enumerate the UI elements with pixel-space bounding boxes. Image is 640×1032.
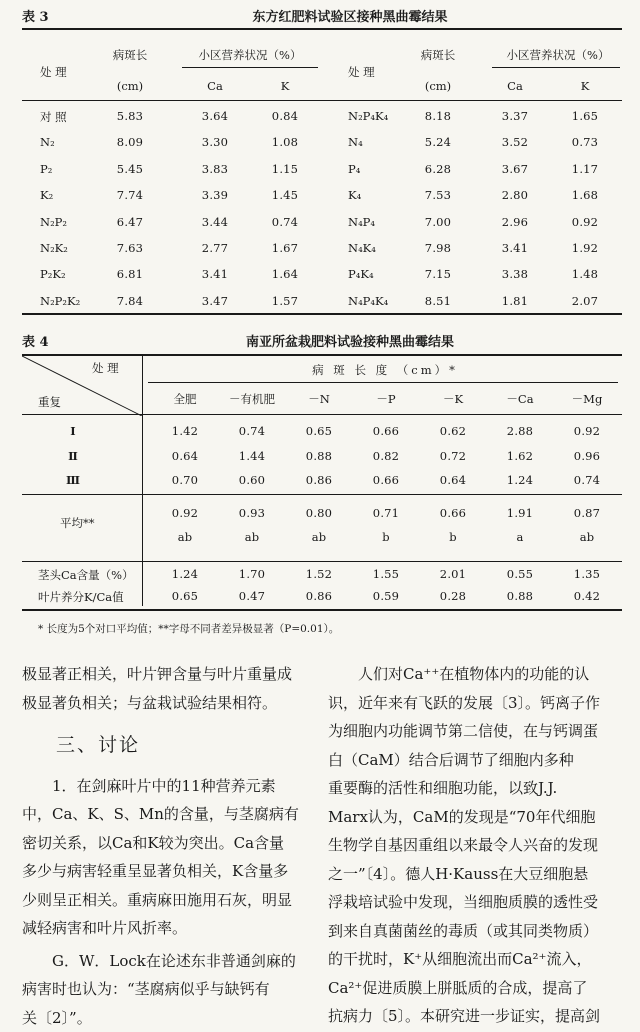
text-line: 到来自真菌菌丝的毒质（或其同类物质） xyxy=(328,917,628,946)
t3-right-ca: 3.67 xyxy=(490,162,540,176)
t4-rep-value: 0.66 xyxy=(353,424,419,438)
t3-treatment-header: 处 理 xyxy=(40,64,67,80)
t3-k-header: K xyxy=(260,79,310,93)
left-paragraph-1 xyxy=(22,660,322,717)
t4-mean-letter: ab xyxy=(286,530,352,544)
table-3-header-rule xyxy=(22,100,622,101)
t3-left-treatment: P₂K₂ xyxy=(40,267,66,281)
table-4-left-divider xyxy=(142,356,143,606)
t4-rep-value: 1.44 xyxy=(219,449,285,463)
section-heading: 三、讨论 xyxy=(56,731,322,760)
t3-left-ca: 3.44 xyxy=(190,215,240,229)
t4-group-header: 病 斑 长 度 （cm）* xyxy=(150,362,620,378)
t4-rep-value: 0.96 xyxy=(554,449,620,463)
t4-mean-letter: ab xyxy=(554,530,620,544)
t3-left-length: 5.45 xyxy=(100,162,160,176)
text-line: 多少与病害轻重呈显著负相关，K含量多 xyxy=(22,857,322,886)
t4-corner-bottom: 重复 xyxy=(38,394,61,410)
text-line: 人们对Ca⁺⁺在植物体内的功能的认 xyxy=(328,660,628,689)
t3-left-k: 0.74 xyxy=(260,215,310,229)
t4-kca-value: 0.59 xyxy=(353,589,419,603)
t3-right-ca: 3.37 xyxy=(490,109,540,123)
table-3-top-rule xyxy=(22,28,622,30)
t3-left-treatment: N₂P₂ xyxy=(40,215,67,229)
t4-rep-value: 0.88 xyxy=(286,449,352,463)
t3-left-k: 1.64 xyxy=(260,267,310,281)
t3-lesion-header: 病斑长 xyxy=(100,47,160,63)
t3-left-ca: 3.39 xyxy=(190,188,240,202)
t3-right-treatment: N₂P₄K₄ xyxy=(348,109,388,123)
t4-rep-label: Ⅲ xyxy=(58,473,88,487)
t3-left-ca: 3.30 xyxy=(190,135,240,149)
t3-left-treatment: K₂ xyxy=(40,188,53,202)
t4-ca-value: 0.55 xyxy=(487,567,553,581)
t3-left-length: 8.09 xyxy=(100,135,160,149)
t4-mean-letter: b xyxy=(353,530,419,544)
t4-mean-value: 1.91 xyxy=(487,506,553,520)
t4-kca-label: 叶片养分K/Ca值 xyxy=(38,589,124,605)
t3-lesion-unit-2: (cm) xyxy=(408,79,468,93)
t3-left-treatment: P₂ xyxy=(40,162,52,176)
t4-rep-value: 1.42 xyxy=(152,424,218,438)
t4-rep-value: 2.88 xyxy=(487,424,553,438)
t4-kca-value: 0.28 xyxy=(420,589,486,603)
t4-rep-label: Ⅰ xyxy=(58,424,88,438)
t3-left-length: 7.84 xyxy=(100,294,160,308)
text-line: 的干扰时，K⁺从细胞流出而Ca²⁺流入， xyxy=(328,945,628,974)
t3-right-length: 8.51 xyxy=(408,294,468,308)
t4-kca-value: 0.65 xyxy=(152,589,218,603)
t3-left-length: 6.47 xyxy=(100,215,160,229)
t4-mean-letter: b xyxy=(420,530,486,544)
t3-ca-header: Ca xyxy=(190,79,240,93)
t4-rep-value: 0.62 xyxy=(420,424,486,438)
t3-left-k: 1.45 xyxy=(260,188,310,202)
t3-lesion-header-2: 病斑长 xyxy=(408,47,468,63)
t4-rep-value: 0.92 xyxy=(554,424,620,438)
t4-rep-value: 0.82 xyxy=(353,449,419,463)
t4-column-header: 全肥 xyxy=(152,391,218,407)
t3-right-treatment: P₄ xyxy=(348,162,360,176)
t4-column-header: －有机肥 xyxy=(219,391,285,407)
t4-column-header: －Ca xyxy=(487,391,553,407)
t3-left-k: 1.08 xyxy=(260,135,310,149)
t4-ca-value: 1.24 xyxy=(152,567,218,581)
t3-left-ca: 3.41 xyxy=(190,267,240,281)
t3-right-k: 1.17 xyxy=(560,162,610,176)
t3-right-length: 5.24 xyxy=(408,135,468,149)
t3-right-length: 8.18 xyxy=(408,109,468,123)
t4-ca-value: 1.70 xyxy=(219,567,285,581)
t3-right-ca: 3.41 xyxy=(490,241,540,255)
table-4-label: 表 4 xyxy=(22,331,49,350)
t3-right-k: 1.92 xyxy=(560,241,610,255)
text-line: 1．在剑麻叶片中的11种营养元素 xyxy=(22,772,322,801)
t3-right-k: 0.73 xyxy=(560,135,610,149)
t4-mean-letter: a xyxy=(487,530,553,544)
t3-right-ca: 1.81 xyxy=(490,294,540,308)
t4-rep-label: Ⅱ xyxy=(58,449,88,463)
text-line: 重要酶的活性和细胞功能，以致J.J. xyxy=(328,774,628,803)
t4-mean-value: 0.87 xyxy=(554,506,620,520)
text-line: 病害时也认为：“茎腐病似乎与缺钙有 xyxy=(22,975,322,1004)
t3-nutrition-header: 小区营养状况（%） xyxy=(180,47,320,63)
t4-rep-value: 0.65 xyxy=(286,424,352,438)
t4-mean-value: 0.71 xyxy=(353,506,419,520)
t4-column-header: －N xyxy=(286,391,352,407)
t3-right-treatment: N₄K₄ xyxy=(348,241,376,255)
right-paragraph xyxy=(328,660,628,1031)
t4-mean-value: 0.66 xyxy=(420,506,486,520)
t4-kca-value: 0.88 xyxy=(487,589,553,603)
text-line: 关〔2〕”。 xyxy=(22,1004,322,1032)
t3-right-ca: 2.96 xyxy=(490,215,540,229)
table-3-title: 东方红肥料试验区接种黑曲霉结果 xyxy=(200,6,500,25)
text-line: Ca²⁺促进质膜上胼胝质的合成，提高了 xyxy=(328,974,628,1003)
t3-left-ca: 3.47 xyxy=(190,294,240,308)
t4-mean-letter: ab xyxy=(152,530,218,544)
right-column xyxy=(328,660,628,1031)
t4-column-header: －K xyxy=(420,391,486,407)
t3-right-ca: 2.80 xyxy=(490,188,540,202)
t4-ca-value: 1.52 xyxy=(286,567,352,581)
table-3-label: 表 3 xyxy=(22,6,49,25)
t3-left-treatment: N₂P₂K₂ xyxy=(40,294,80,308)
t4-rep-value: 0.64 xyxy=(420,473,486,487)
text-line: 少则呈正相关。重病麻田施用石灰，明显 xyxy=(22,886,322,915)
t4-mean-value: 0.80 xyxy=(286,506,352,520)
t3-right-length: 7.53 xyxy=(408,188,468,202)
t4-rep-value: 1.24 xyxy=(487,473,553,487)
text-line: 减轻病害和叶片风折率。 xyxy=(22,914,322,943)
text-line: 抗病力〔5〕。本研究进一步证实，提高剑 xyxy=(328,1002,628,1031)
t4-column-header: －P xyxy=(353,391,419,407)
t4-mean-letter: ab xyxy=(219,530,285,544)
t3-right-treatment: N₄P₄ xyxy=(348,215,375,229)
t4-mean-value: 0.92 xyxy=(152,506,218,520)
t3-right-treatment: N₄ xyxy=(348,135,363,149)
t3-left-treatment: N₂ xyxy=(40,135,55,149)
t3-k-header-2: K xyxy=(560,79,610,93)
text-line: 白（CaM）结合后调节了细胞内多种 xyxy=(328,746,628,775)
t4-kca-value: 0.42 xyxy=(554,589,620,603)
t3-right-ca: 3.38 xyxy=(490,267,540,281)
t3-nutrition-header-2: 小区营养状况（%） xyxy=(488,47,628,63)
t3-ca-header-2: Ca xyxy=(490,79,540,93)
t3-right-length: 7.00 xyxy=(408,215,468,229)
text-line: 之一”〔4〕。德人H·Kauss在大豆细胞悬 xyxy=(328,860,628,889)
t3-left-k: 1.15 xyxy=(260,162,310,176)
t3-left-ca: 3.83 xyxy=(190,162,240,176)
t4-mean-value: 0.93 xyxy=(219,506,285,520)
t3-treatment-header-2: 处 理 xyxy=(348,64,375,80)
t3-right-k: 2.07 xyxy=(560,294,610,308)
text-line: G．W．Lock在论述东非普通剑麻的 xyxy=(22,947,322,976)
t4-rep-value: 0.72 xyxy=(420,449,486,463)
text-line: 密切关系，以Ca和K较为突出。Ca含量 xyxy=(22,829,322,858)
t4-rep-value: 0.74 xyxy=(219,424,285,438)
text-line: 识，近年来有飞跃的发展〔3〕。钙离子作 xyxy=(328,689,628,718)
t4-column-header: －Mg xyxy=(554,391,620,407)
t4-ca-value: 1.55 xyxy=(353,567,419,581)
text-line: 极显著正相关，叶片钾含量与叶片重量成 xyxy=(22,660,322,689)
t3-left-treatment: 对 照 xyxy=(40,109,67,125)
t3-left-treatment: N₂K₂ xyxy=(40,241,68,255)
text-line: 极显著负相关；与盆栽试验结果相符。 xyxy=(22,689,322,718)
t4-footnote: * 长度为5个对口平均值；**字母不同者差异极显著（P=0.01）。 xyxy=(38,621,339,636)
t4-kca-value: 0.86 xyxy=(286,589,352,603)
t3-left-length: 5.83 xyxy=(100,109,160,123)
t4-ca-label: 茎头Ca含量（%） xyxy=(38,567,134,583)
left-paragraph-3 xyxy=(22,947,322,1032)
table-4-title: 南亚所盆栽肥料试验接种黑曲霉结果 xyxy=(190,331,510,350)
text-line: 生物学自基因重组以来最令人兴奋的发现 xyxy=(328,831,628,860)
text-line: Marx认为，CaM的发现是“70年代细胞 xyxy=(328,803,628,832)
t4-rep-value: 0.70 xyxy=(152,473,218,487)
t3-right-treatment: N₄P₄K₄ xyxy=(348,294,388,308)
left-column xyxy=(22,660,322,1032)
t4-rep-value: 0.64 xyxy=(152,449,218,463)
t4-ca-value: 2.01 xyxy=(420,567,486,581)
t4-rep-value: 0.60 xyxy=(219,473,285,487)
t3-left-length: 7.74 xyxy=(100,188,160,202)
t3-lesion-unit: (cm) xyxy=(100,79,160,93)
t3-right-k: 1.48 xyxy=(560,267,610,281)
t3-left-k: 1.57 xyxy=(260,294,310,308)
t4-kca-value: 0.47 xyxy=(219,589,285,603)
t3-right-k: 1.68 xyxy=(560,188,610,202)
t3-right-ca: 3.52 xyxy=(490,135,540,149)
t3-left-length: 7.63 xyxy=(100,241,160,255)
t4-rep-value: 0.66 xyxy=(353,473,419,487)
t4-rep-value: 1.62 xyxy=(487,449,553,463)
t4-mean-label: 平均** xyxy=(60,515,95,531)
text-line: 浮栽培试验中发现，当细胞质膜的透性受 xyxy=(328,888,628,917)
text-line: 为细胞内功能调节第二信使，在与钙调蛋 xyxy=(328,717,628,746)
t3-left-k: 0.84 xyxy=(260,109,310,123)
t3-right-k: 0.92 xyxy=(560,215,610,229)
t3-right-length: 7.15 xyxy=(408,267,468,281)
t3-left-ca: 2.77 xyxy=(190,241,240,255)
table-3-bottom-rule xyxy=(22,313,622,315)
t4-corner-top: 处 理 xyxy=(92,360,119,376)
text-line: 中，Ca、K、S、Mn的含量，与茎腐病有 xyxy=(22,800,322,829)
t3-right-length: 7.98 xyxy=(408,241,468,255)
t3-right-treatment: K₄ xyxy=(348,188,361,202)
t4-rep-value: 0.86 xyxy=(286,473,352,487)
t3-left-ca: 3.64 xyxy=(190,109,240,123)
t3-right-treatment: P₄K₄ xyxy=(348,267,374,281)
left-paragraph-2 xyxy=(22,772,322,943)
t3-right-k: 1.65 xyxy=(560,109,610,123)
t3-left-length: 6.81 xyxy=(100,267,160,281)
t3-right-length: 6.28 xyxy=(408,162,468,176)
table-4-bottom-rule xyxy=(22,609,622,611)
t4-ca-value: 1.35 xyxy=(554,567,620,581)
t4-rep-value: 0.74 xyxy=(554,473,620,487)
t3-left-k: 1.67 xyxy=(260,241,310,255)
